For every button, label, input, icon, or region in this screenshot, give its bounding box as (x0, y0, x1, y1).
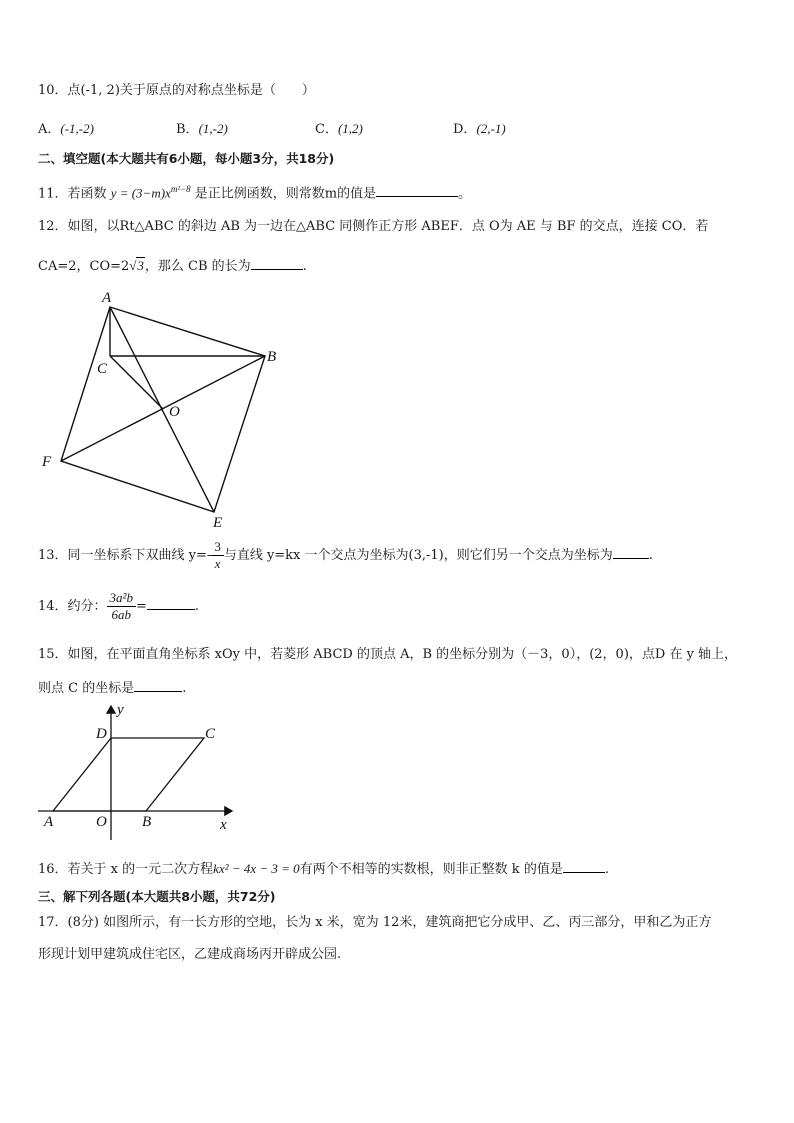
q14 (38, 589, 199, 625)
option-value: (2,-1) (476, 121, 506, 136)
option-value: (1,2) (337, 121, 363, 136)
q16-end: . (604, 862, 609, 877)
answer-blank (376, 182, 458, 197)
q12-line2-post: ，那么 CB 的长为 (144, 259, 251, 274)
q14-pre: 14．约分： (38, 599, 107, 614)
q12-line2 (38, 255, 307, 276)
q12-sqrt-radicand: 3 (137, 258, 144, 273)
q10-option-a (38, 118, 94, 137)
label-o: O (96, 814, 107, 830)
q12-square-figure (38, 285, 288, 530)
q15-line2-pre: 则点 C 的坐标是 (38, 681, 135, 696)
option-label: B． (176, 122, 199, 137)
label-o: O (169, 404, 180, 420)
q10-option-b (176, 118, 228, 137)
segment-co (110, 356, 163, 409)
q13 (38, 538, 653, 574)
q13-end: . (648, 548, 653, 563)
q11-exponent: m²−8 (170, 184, 191, 194)
label-c: C (97, 361, 108, 377)
section-heading-solve: 三、解下列各题(本大题共8小题，共72分) (38, 889, 276, 904)
q11-formula: y = (3−m)x (110, 185, 171, 201)
q14-end: . (194, 599, 199, 614)
label-a: A (44, 814, 54, 830)
q11 (38, 180, 471, 203)
fraction-denominator: 6ab (111, 607, 131, 622)
label-d: D (96, 726, 107, 742)
q14-post: = (135, 599, 147, 614)
label-a: A (102, 290, 112, 306)
label-b: B (142, 814, 152, 830)
fraction-numerator: 3a²b (107, 590, 136, 607)
option-label: D． (453, 122, 477, 137)
sqrt-sign: √ (129, 258, 137, 273)
option-label: C． (315, 122, 338, 137)
q12-line1: 12．如图，以Rt△ABC 的斜边 AB 为一边在△ABC 同侧作正方形 ABEF．点 O为 AE 与 BF 的交点，连接 CO．若 (38, 219, 709, 234)
q11-end: 。 (458, 186, 472, 202)
label-b: B (267, 349, 277, 365)
q16-pre: 16．若关于 x 的一元二次方程 (38, 862, 214, 877)
q13-fraction (211, 539, 224, 572)
section-heading-fill-in: 二、填空题(本大题共有6小题，每小题3分，共18分) (38, 151, 335, 166)
q10-option-d (453, 118, 506, 137)
q13-post: 与直线 y=kx 一个交点为坐标为(3,-1)，则它们另一个交点为坐标为 (223, 548, 613, 563)
q11-pre: 11．若函数 (38, 186, 107, 202)
answer-blank (613, 544, 649, 559)
answer-blank (563, 858, 605, 873)
label-c: C (205, 726, 216, 742)
q12-line2-pre: CA=2，CO=2 (38, 259, 130, 274)
fraction-numerator: 3 (211, 539, 224, 556)
q10-option-c (315, 118, 363, 137)
option-value: (1,-2) (198, 121, 228, 136)
q15-rhombus-figure (34, 700, 244, 845)
q15-line1: 15．如图，在平面直角坐标系 xOy 中，若菱形 ABCD 的顶点 A，B 的坐标分别为（－3，0），(2，0)，点D 在 y 轴上， (38, 647, 738, 662)
q13-pre: 13．同一坐标系下双曲线 y=- (38, 548, 212, 563)
q16-post: 有两个不相等的实数根，则非正整数 k 的值是 (299, 862, 563, 877)
q10-stem: 10．点(-1, 2)关于原点的对称点坐标是（ ） (38, 83, 315, 98)
label-e: E (213, 515, 223, 530)
q15-end: . (182, 681, 187, 696)
answer-blank (147, 595, 195, 610)
square-abef (61, 307, 265, 512)
q16-equation: kx² − 4x − 3 = 0 (213, 861, 300, 876)
label-x: x (220, 817, 227, 833)
answer-blank (134, 677, 182, 692)
rhombus-abcd (53, 738, 204, 811)
q11-post: 是正比例函数，则常数m的值是 (194, 186, 377, 202)
q14-fraction (107, 590, 136, 623)
label-y: y (117, 702, 124, 718)
label-f: F (42, 454, 52, 470)
q17-line2: 形现计划甲建筑成住宅区，乙建成商场丙开辟成公园. (38, 947, 342, 962)
answer-blank (251, 255, 303, 270)
q17-line1: 17．(8分) 如图所示，有一长方形的空地，长为 x 米，宽为 12米，建筑商把它分成甲、乙、丙三部分，甲和乙为正方 (38, 915, 712, 930)
fraction-denominator: x (214, 556, 221, 571)
q15-line2 (38, 677, 186, 698)
q12-end: . (302, 259, 307, 274)
option-value: (-1,-2) (60, 121, 94, 136)
option-label: A． (38, 122, 61, 137)
q16 (38, 858, 609, 879)
